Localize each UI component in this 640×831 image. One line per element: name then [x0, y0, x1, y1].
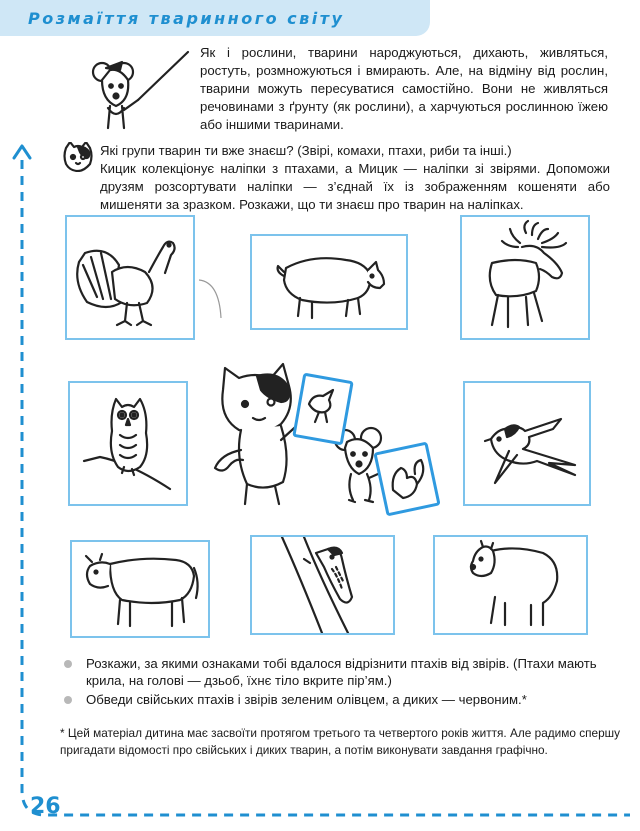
- cow-icon: [72, 542, 208, 636]
- turkey-icon: [67, 217, 193, 338]
- bullet-text: Обведи свійських птахів і звірів зеленим олівцем, а диких — червоним.*: [86, 692, 527, 707]
- sticker-card-moose[interactable]: [460, 215, 590, 340]
- moose-icon: [462, 217, 588, 338]
- task-text: [100, 142, 610, 214]
- bird-sticker-icon: [294, 374, 352, 443]
- bullet-item: [64, 691, 624, 708]
- section-title: Розмаїття тваринного світу: [28, 9, 345, 28]
- sticker-card-cow[interactable]: [70, 540, 210, 638]
- bullet-list: [64, 655, 624, 710]
- task-instruction: Кицик колекціонує наліпки з птахами, а Мицик — наліпки зі звірями. Допоможи друзям розсортувати наліпки — з’єднай їх із зображенням кошеняти або мишеняти за зразком. Розкажи, що ти знаєш про тварин на наліпках.: [100, 161, 610, 212]
- cat-and-mouse-illustration: [195, 278, 445, 518]
- bear-icon: [435, 537, 586, 633]
- cat-face-icon: [62, 142, 94, 172]
- bullet-dot-icon: [64, 696, 72, 704]
- mouse-pointer-illustration: [80, 48, 200, 134]
- sticker-card-turkey[interactable]: [65, 215, 195, 340]
- footnote: * Цей матеріал дитина має засвоїти протягом третього та четвертого років життя. Але радимо спершу пригадати відомості про свійських і диких тварин, а потім виконувати завдання графічно.: [60, 726, 620, 757]
- intro-paragraph: Як і рослини, тварини народжуються, дихають, живляться, ростуть, розмножуються і вмирають. Але, на відміну від рослин, тварини можуть пересуватися самостійно. Вони не живляться речовинами з ґрунту (як рослини), а харчуються рослинною їжею або іншими тваринами.: [200, 45, 608, 132]
- woodpecker-icon: [252, 537, 393, 633]
- page-number: 26: [30, 794, 61, 819]
- bullet-item: [64, 655, 624, 689]
- swallow-icon: [465, 383, 589, 504]
- sticker-card-woodpecker[interactable]: [250, 535, 395, 635]
- sample-connection-line: [199, 280, 221, 318]
- bullet-text: Розкажи, за якими ознаками тобі вдалося відрізнити птахів від звірів. (Птахи мають крила, на голові — дзьоб, їхнє тіло вкрите пір’ям.): [86, 656, 597, 688]
- sticker-card-owl[interactable]: [68, 381, 188, 506]
- sticker-card-swallow[interactable]: [463, 381, 591, 506]
- sticker-card-bear[interactable]: [433, 535, 588, 635]
- task-question: Які групи тварин ти вже знаєш? (Звірі, комахи, птахи, риби та інші.): [100, 143, 512, 158]
- bullet-dot-icon: [64, 660, 72, 668]
- squirrel-sticker-icon: [375, 443, 439, 514]
- owl-icon: [70, 383, 186, 504]
